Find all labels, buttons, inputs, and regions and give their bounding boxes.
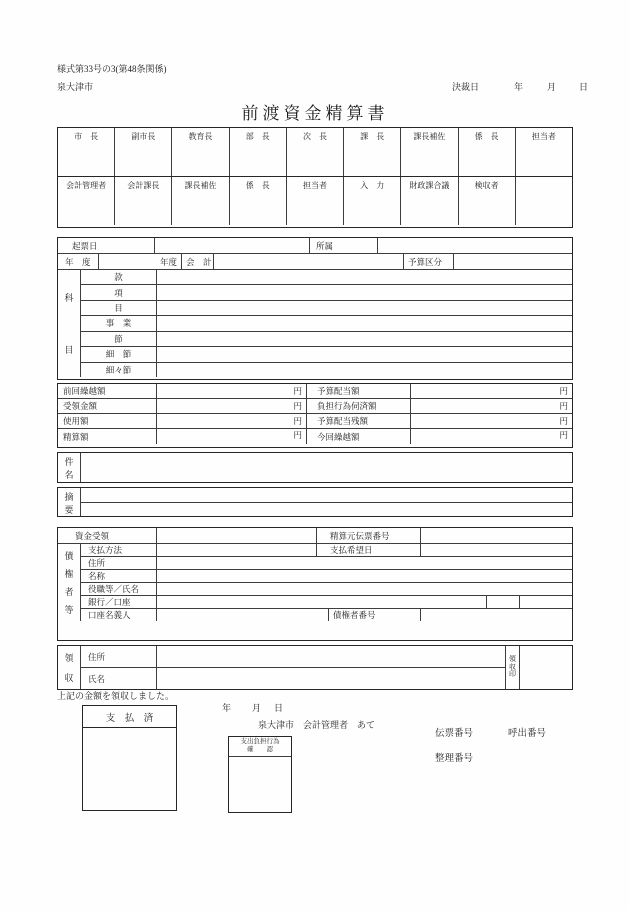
source-slip-no-label: 精算元伝票番号 bbox=[317, 528, 421, 543]
approval-role-label: 部 長 bbox=[245, 132, 270, 141]
amount-label: 受領金額 bbox=[58, 399, 157, 413]
creditor-row bbox=[81, 609, 572, 621]
approval-role-label: 課長補佐 bbox=[184, 181, 217, 190]
approval-role-label: 教育長 bbox=[188, 132, 213, 141]
amount-row bbox=[58, 429, 572, 444]
slip-date-label: 起票日 bbox=[58, 238, 155, 253]
approval-role-label: 入 力 bbox=[360, 181, 385, 190]
approval-role-label: 係 長 bbox=[245, 181, 270, 190]
receipt-row bbox=[81, 646, 505, 668]
yen-unit: 円 bbox=[293, 386, 302, 396]
approval-role-label: 課 長 bbox=[360, 132, 385, 141]
yen-unit: 円 bbox=[559, 401, 568, 411]
confirm-line2: 確 認 bbox=[247, 746, 273, 754]
fiscal-year-suffix: 年度 bbox=[159, 256, 177, 267]
addressee: 泉大津市 会計管理者 あて bbox=[258, 720, 376, 730]
remarks-field[interactable] bbox=[81, 488, 572, 503]
subject-field[interactable] bbox=[81, 453, 572, 482]
fund-receipt-label: 資金受領 bbox=[58, 528, 157, 543]
kamoku-field[interactable] bbox=[157, 363, 572, 377]
approval-stamp-cell[interactable] bbox=[230, 177, 287, 225]
receipt-char: 領 bbox=[64, 653, 74, 664]
receipt-stamp-label bbox=[505, 646, 520, 689]
creditor-char: 権 bbox=[64, 568, 74, 579]
yen-unit: 円 bbox=[559, 416, 568, 426]
approval-date-label: 決裁日 bbox=[452, 82, 480, 92]
receipt-vertical-label bbox=[58, 646, 81, 689]
approval-role-label: 担当者 bbox=[302, 181, 327, 190]
amount-label: 予算配当残額 bbox=[307, 414, 411, 428]
amount-field[interactable] bbox=[157, 414, 307, 428]
approval-role-label: 会計課長 bbox=[127, 181, 160, 190]
approval-role-label: 市 長 bbox=[74, 132, 99, 141]
approval-role-label: 次 長 bbox=[302, 132, 327, 141]
receipt-block bbox=[58, 646, 572, 689]
approval-role-label: 会計管理者 bbox=[66, 181, 107, 190]
approval-row-2 bbox=[58, 177, 572, 225]
amount-label: 今回繰越額 bbox=[307, 429, 411, 444]
kamoku-field[interactable] bbox=[157, 301, 572, 315]
creditor-row-label: 銀行／口座 bbox=[81, 596, 157, 608]
approval-role-label: 担当者 bbox=[531, 132, 556, 141]
receipt-note: 上記の金額を領収しました。 bbox=[57, 691, 175, 701]
source-slip-no-field[interactable] bbox=[421, 528, 572, 543]
department-field[interactable] bbox=[378, 238, 572, 253]
kamoku-field[interactable] bbox=[157, 270, 572, 284]
kamoku-row bbox=[81, 363, 572, 377]
kamoku-row bbox=[81, 347, 572, 362]
creditor-char: 等 bbox=[64, 605, 74, 616]
paid-label: 支 払 済 bbox=[83, 706, 176, 728]
kamoku-field[interactable] bbox=[157, 332, 572, 346]
amounts-table bbox=[57, 383, 573, 448]
fund-receipt-row bbox=[58, 528, 572, 544]
kamoku-char-bottom: 目 bbox=[64, 344, 74, 355]
approval-date-year-label: 年 bbox=[514, 82, 524, 92]
approval-role-label: 副市長 bbox=[131, 132, 156, 141]
yen-unit: 円 bbox=[559, 430, 568, 440]
approval-stamp-cell[interactable] bbox=[401, 177, 458, 225]
account-field[interactable] bbox=[214, 254, 404, 269]
department-label: 所属 bbox=[310, 238, 378, 253]
approval-stamp-cell[interactable] bbox=[401, 128, 458, 176]
amount-field[interactable] bbox=[157, 399, 307, 413]
reference-number-label: 整理番号 bbox=[435, 754, 474, 764]
amount-row bbox=[58, 414, 572, 429]
kamoku-row-label: 項 bbox=[81, 285, 157, 299]
receipt-table bbox=[57, 645, 573, 690]
kamoku-char-top: 科 bbox=[64, 293, 74, 304]
approval-stamp-cell[interactable] bbox=[344, 177, 401, 225]
amount-label: 使用額 bbox=[58, 414, 157, 428]
approval-stamp-cell[interactable] bbox=[516, 128, 572, 176]
remarks-box bbox=[57, 487, 573, 517]
kamoku-block bbox=[58, 270, 572, 377]
budget-info-table bbox=[57, 237, 573, 380]
creditor-row-label: 名称 bbox=[81, 570, 157, 582]
approval-stamp-cell[interactable] bbox=[287, 177, 344, 225]
creditor-title-field[interactable] bbox=[157, 583, 572, 595]
remarks-vertical-label bbox=[58, 488, 81, 516]
approval-stamp-cell[interactable] bbox=[344, 128, 401, 176]
city-name: 泉大津市 bbox=[57, 82, 94, 92]
approval-stamp-cell[interactable] bbox=[115, 128, 172, 176]
yen-unit: 円 bbox=[293, 430, 302, 440]
stamp-char: 印 bbox=[509, 670, 516, 679]
approval-stamp-cell[interactable] bbox=[58, 128, 115, 176]
creditor-row-label: 支払方法 bbox=[81, 544, 157, 556]
branch-code-field[interactable] bbox=[520, 596, 572, 608]
amount-field[interactable] bbox=[411, 414, 572, 428]
creditor-no-label: 債権者番号 bbox=[329, 609, 421, 621]
approval-stamp-cell[interactable] bbox=[459, 177, 516, 225]
amount-label: 前回繰越額 bbox=[58, 384, 157, 398]
budget-class-field[interactable] bbox=[454, 254, 572, 269]
receipt-address-field[interactable] bbox=[157, 646, 505, 667]
kamoku-field[interactable] bbox=[157, 285, 572, 299]
creditor-row bbox=[81, 596, 572, 609]
account-holder-field[interactable] bbox=[157, 609, 329, 621]
receipt-row bbox=[81, 668, 505, 689]
kamoku-row bbox=[81, 301, 572, 316]
subject-char: 名 bbox=[64, 470, 74, 480]
subject-vertical-label bbox=[58, 453, 81, 482]
pay-date-field[interactable] bbox=[421, 544, 572, 556]
remarks-row bbox=[58, 488, 572, 516]
kamoku-row-label: 目 bbox=[81, 301, 157, 315]
paid-stamp-box[interactable] bbox=[82, 705, 177, 811]
creditor-block bbox=[58, 544, 572, 621]
approval-stamp-cell[interactable] bbox=[516, 177, 572, 225]
amount-field[interactable] bbox=[157, 384, 307, 398]
subject-box bbox=[57, 452, 573, 483]
stamp-char: 領 bbox=[509, 654, 516, 663]
kamoku-row-label: 節 bbox=[81, 332, 157, 346]
confirm-line1: 支出負担行為 bbox=[240, 738, 280, 745]
amount-row bbox=[58, 384, 572, 399]
creditor-rows bbox=[81, 544, 572, 621]
creditor-char: 債 bbox=[64, 550, 74, 561]
approval-stamp-table bbox=[57, 127, 573, 228]
kamoku-row bbox=[81, 270, 572, 285]
kamoku-row-label: 事 業 bbox=[81, 316, 157, 330]
amount-field[interactable] bbox=[411, 399, 572, 413]
receipt-name-field[interactable] bbox=[157, 668, 505, 689]
remarks-char: 摘 bbox=[64, 492, 74, 502]
amount-label: 負担行為伺済額 bbox=[307, 399, 411, 413]
kamoku-row-label: 款 bbox=[81, 270, 157, 284]
amount-label: 予算配当額 bbox=[307, 384, 411, 398]
fund-receipt-field[interactable] bbox=[157, 528, 317, 543]
kamoku-row bbox=[81, 316, 572, 331]
creditor-char: 者 bbox=[64, 587, 74, 598]
kamoku-row-label: 細々節 bbox=[81, 363, 157, 377]
creditor-name-field[interactable] bbox=[157, 570, 572, 582]
remarks-field[interactable] bbox=[81, 503, 572, 517]
creditor-row bbox=[81, 570, 572, 583]
creditor-row bbox=[81, 557, 572, 570]
approval-stamp-cell[interactable] bbox=[115, 177, 172, 225]
fiscal-year-field[interactable] bbox=[99, 254, 182, 269]
creditor-no-field[interactable] bbox=[421, 609, 572, 621]
receipt-row-label: 氏名 bbox=[81, 668, 157, 689]
creditor-vertical-label bbox=[58, 544, 81, 621]
fiscal-year-label: 年 度 bbox=[58, 254, 99, 269]
slip-number-label: 伝票番号 bbox=[435, 729, 474, 739]
creditor-row-label: 口座名義人 bbox=[81, 609, 157, 621]
receipt-char: 収 bbox=[64, 672, 74, 683]
receipt-rows bbox=[81, 646, 505, 689]
approval-stamp-cell[interactable] bbox=[172, 128, 229, 176]
pay-date-label: 支払希望日 bbox=[317, 544, 421, 556]
approval-stamp-cell[interactable] bbox=[172, 177, 229, 225]
remarks-fields bbox=[81, 488, 572, 516]
creditor-row bbox=[81, 544, 572, 557]
slip-date-row bbox=[58, 238, 572, 254]
form-code: 様式第33号の3(第48条関係) bbox=[57, 64, 167, 74]
receipt-row-label: 住所 bbox=[81, 646, 157, 667]
yen-unit: 円 bbox=[293, 416, 302, 426]
creditor-address-field[interactable] bbox=[157, 557, 572, 569]
creditor-table bbox=[57, 527, 573, 641]
account-label: 会 計 bbox=[182, 254, 214, 269]
amount-field[interactable] bbox=[157, 429, 307, 444]
payment-method-field[interactable] bbox=[157, 544, 317, 556]
approval-row-1 bbox=[58, 128, 572, 177]
creditor-row-label: 住所 bbox=[81, 557, 157, 569]
amount-label: 精算額 bbox=[58, 429, 157, 444]
approval-stamp-cell[interactable] bbox=[459, 128, 516, 176]
kamoku-row-label: 細 節 bbox=[81, 347, 157, 361]
approval-stamp-cell[interactable] bbox=[230, 128, 287, 176]
approval-role-label: 係 長 bbox=[474, 132, 499, 141]
fiscal-year-row bbox=[58, 254, 572, 270]
creditor-row-label: 役職等／氏名 bbox=[81, 583, 157, 595]
amount-row bbox=[58, 399, 572, 414]
bank-code-field[interactable] bbox=[487, 596, 520, 608]
budget-class-label: 予算区分 bbox=[404, 254, 454, 269]
receipt-stamp-cell[interactable] bbox=[520, 646, 572, 689]
call-number-label: 呼出番号 bbox=[508, 729, 547, 739]
amount-field[interactable] bbox=[411, 384, 572, 398]
kamoku-vertical-label bbox=[58, 270, 81, 377]
approval-stamp-cell[interactable] bbox=[58, 177, 115, 225]
amount-field[interactable] bbox=[411, 429, 572, 444]
footer-month-label: 月 bbox=[252, 703, 262, 713]
bank-account-field[interactable] bbox=[157, 596, 487, 608]
approval-date-day-label: 日 bbox=[579, 82, 589, 92]
form-title: 前渡資金精算書 bbox=[241, 104, 389, 123]
footer-day-label: 日 bbox=[274, 703, 284, 713]
kamoku-rows bbox=[81, 270, 572, 377]
creditor-row bbox=[81, 583, 572, 596]
footer-year-label: 年 bbox=[222, 703, 232, 713]
approval-role-label: 検収者 bbox=[474, 181, 499, 190]
approval-role-label: 財政課合議 bbox=[409, 181, 450, 190]
yen-unit: 円 bbox=[559, 386, 568, 396]
kamoku-field[interactable] bbox=[157, 347, 572, 361]
approval-date-month-label: 月 bbox=[547, 82, 557, 92]
yen-unit: 円 bbox=[293, 401, 302, 411]
remarks-char: 要 bbox=[64, 505, 74, 515]
stamp-char: 収 bbox=[509, 662, 516, 671]
approval-stamp-cell[interactable] bbox=[287, 128, 344, 176]
slip-date-field[interactable] bbox=[155, 238, 310, 253]
kamoku-row bbox=[81, 285, 572, 300]
kamoku-row bbox=[81, 332, 572, 347]
approval-role-label: 課長補佐 bbox=[413, 132, 446, 141]
expenditure-confirm-box[interactable] bbox=[228, 736, 292, 813]
subject-row bbox=[58, 453, 572, 482]
kamoku-field[interactable] bbox=[157, 316, 572, 330]
subject-char: 件 bbox=[64, 457, 74, 467]
confirm-header bbox=[229, 737, 291, 757]
